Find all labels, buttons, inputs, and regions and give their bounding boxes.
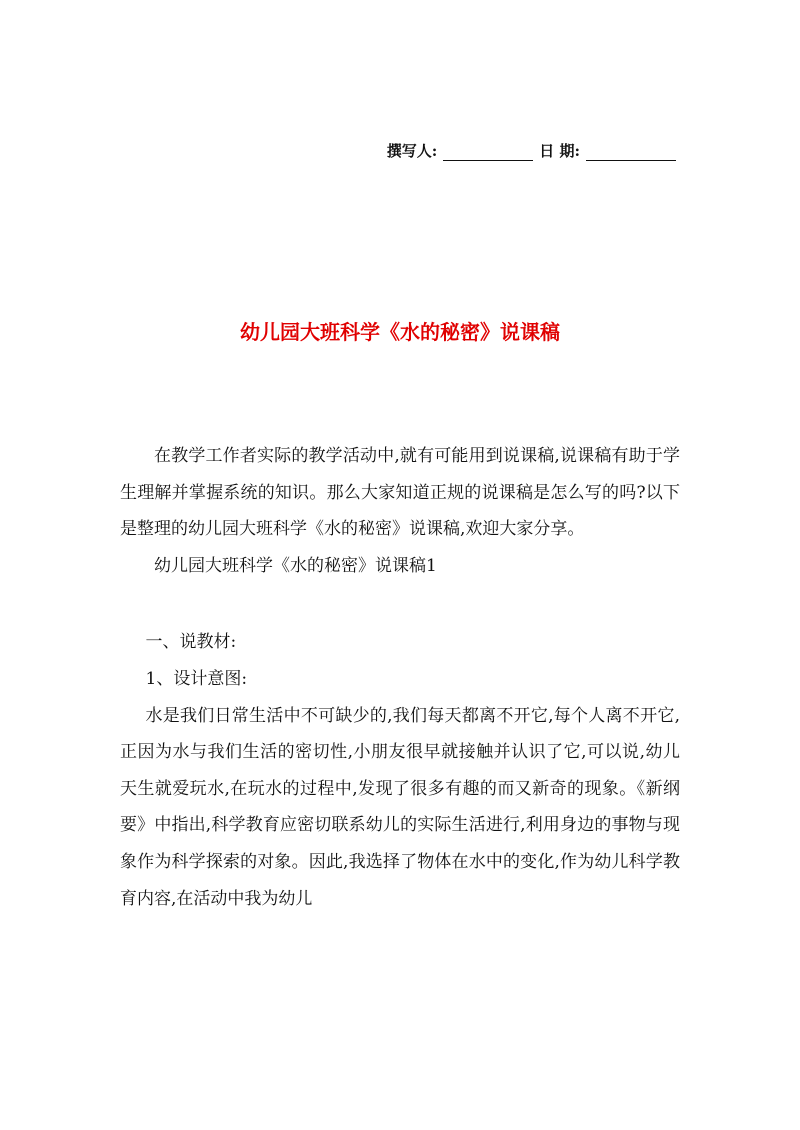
subtitle-paragraph: 幼儿园大班科学《水的秘密》说课稿1 — [154, 555, 437, 576]
document-title: 幼儿园大班科学《水的秘密》说课稿 — [240, 320, 560, 344]
author-blank — [443, 146, 533, 161]
author-date-line — [387, 140, 680, 161]
subsection-heading: 1、设计意图: — [145, 668, 248, 689]
blank-line — [120, 584, 680, 624]
document-body — [120, 438, 680, 917]
intro-paragraph: 在教学工作者实际的教学活动中,就有可能用到说课稿,说课稿有助于学生理解并掌握系统的知识。那么大家知道正规的说课稿是怎么写的吗?以下是整理的幼儿园大班科学《水的秘密》说课稿,欢迎大家分享。 — [120, 446, 680, 540]
author-label: 撰写人: — [386, 142, 438, 160]
body-paragraph: 水是我们日常生活中不可缺少的,我们每天都离不开它,每个人离不开它,正因为水与我们生活的密切性,小朋友很早就接触并认识了它,可以说,幼儿天生就爱玩水,在玩水的过程中,发现了很多有趣的而又新奇的现象。《新纲要》中指出,科学教育应密切联系幼儿的实际生活进行,利用身边的事物与现象作为科学探索的对象。因此,我选择了物体在水中的变化,作为幼儿科学教育内容,在活动中我为幼儿 — [120, 705, 680, 909]
date-blank — [586, 146, 676, 161]
section-heading: 一、说教材: — [145, 632, 237, 653]
date-label: 日 期: — [539, 142, 580, 160]
